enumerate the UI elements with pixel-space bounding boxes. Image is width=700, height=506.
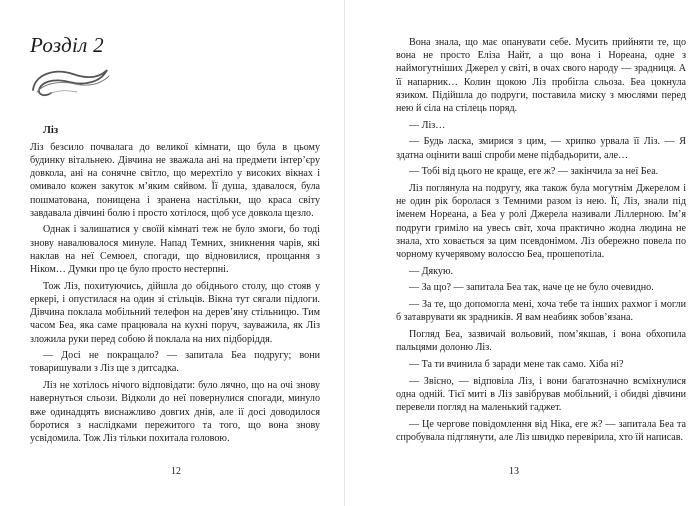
page-number: 12 bbox=[171, 466, 181, 477]
paragraph: Однак і залишатися у своїй кімнаті теж не було змоги, бо тоді знову навалювалося минуле. Напад Темних, зникнення чарів, які наклав на неї Семюел, спогади, що відновилися, прощання з Ніком… Думки про це було просто нестерпні. bbox=[30, 224, 320, 276]
paragraph: Ліз поглянула на подругу, яка також була могутнім Джерелом і не один рік боролася з Темними разом із нею. Її, Ліз, знали під іменем Нореана, а Беа у ролі Джерела називали Ліллерною. Ім’я подруги гриміло на увесь світ, хоча практично жодна людина не знала, хто ховається за цим псевдонімом. Ліз обережно повела по чорному кучерявому волоссю Беа, прошепотіла. bbox=[396, 183, 686, 261]
section-heading: Ліз bbox=[43, 125, 59, 136]
right-page bbox=[350, 0, 690, 506]
gutter-divider bbox=[344, 0, 345, 506]
right-body-text bbox=[396, 36, 686, 444]
paragraph: Ліз безсило почвалага до великої кімнати, що була в цьому будинку вітальнею. Дівчина не зважала ані на предмети інтер’єру довкола, ані на сонячне світло, що мерехтіло у високих вікнах і омивало кожен закуток м’яким сяйвом. Її душа, здавалося, була пошматована, понищена і зранена настільки, що краса світу завдавала дівчині болю і просто хотілося, щоб усе довкола щезло. bbox=[30, 141, 320, 219]
paragraph: — Досі не покращало? — запитала Беа подругу; вони товаришували з Ліз ще з дитсадка. bbox=[30, 350, 320, 375]
paragraph: — Тобі від цього не краще, еге ж? — закінчила за неї Беа. bbox=[409, 166, 659, 178]
paragraph: — Звісно, — відповіла Ліз, і вони багатозначно всміхнулися одна одній. Тієї миті в Ліз завібрував мобільний, і обидві дівчини перевели погляд на маленький гаджет. bbox=[396, 375, 686, 414]
left-page bbox=[0, 0, 340, 506]
paragraph: — За те, що допомогла мені, хоча тебе та інших рахмог і могли б затаврувати як зрадників. Я вам неабияк зобов’язана. bbox=[396, 299, 686, 324]
paragraph: — Дякую. bbox=[409, 265, 454, 277]
chapter-title: Розділ 2 bbox=[30, 33, 104, 57]
paragraph: Тож Ліз, похитуючись, дійшла до обіднього столу, що стояв у еркері, і опустилася на один зі стільців. Вікна тут сягали підлоги. Дівчина поклала мобільний телефон на дерев’яну стільницю. Тим часом Беа, яка саме працювала на кухні поруч, зауважила, як Ліз зложила руки перед собою й поклала на них підборіддя. bbox=[30, 280, 320, 345]
paragraph: — Ліз… bbox=[409, 119, 446, 131]
page-number: 13 bbox=[509, 466, 519, 477]
paragraph: Ліз не хотілось нічого відповідати: було лячно, що на очі знову навернуться сльози. Відколи до неї повернулися спогади, минуло вже одинадцять виснажливо довгих днів, але ії досі доводилося боротися з наслідками пережитого та того, що вона знову усвідомила. Тож Ліз тільки похитала головою. bbox=[30, 380, 320, 444]
paragraph: Погляд Беа, зазвичай вольовий, пом’якшав, і вона обхопила пальцями долоню Ліз. bbox=[396, 329, 686, 354]
paragraph: Вона знала, що має опанувати себе. Мусить прийняти те, що вона не просто Еліза Найт, а що вона і Нореана, одне з наймогутніших Джерел у світі, в очах свого народу — зрадниця. А її напарник… Колин щокою Ліз пробігла сльоза. Беа цокнула язиком. Підійшла до подруги, поставила миску з мюслями перед нею й сіла на стілець поряд. bbox=[396, 37, 686, 115]
paragraph: — Та ти вчинила б заради мене так само. Хіба ні? bbox=[409, 358, 624, 370]
paragraph: — За що? — запитала Беа так, наче це не було очевидно. bbox=[409, 282, 654, 294]
paragraph: — Це чергове повідомлення від Ніка, еге ж? — запитала Беа та спробувала підглянути, але Ліз швидко перевірила, хто їй написав. bbox=[396, 418, 686, 443]
paragraph: — Будь ласка, змирися з цим, — хрипко урвала її Ліз. — Я здатна оцінити ваші спроби мене підбадьорити, але… bbox=[396, 136, 686, 161]
left-body-text bbox=[30, 124, 320, 445]
swash-ornament-icon bbox=[29, 60, 111, 100]
